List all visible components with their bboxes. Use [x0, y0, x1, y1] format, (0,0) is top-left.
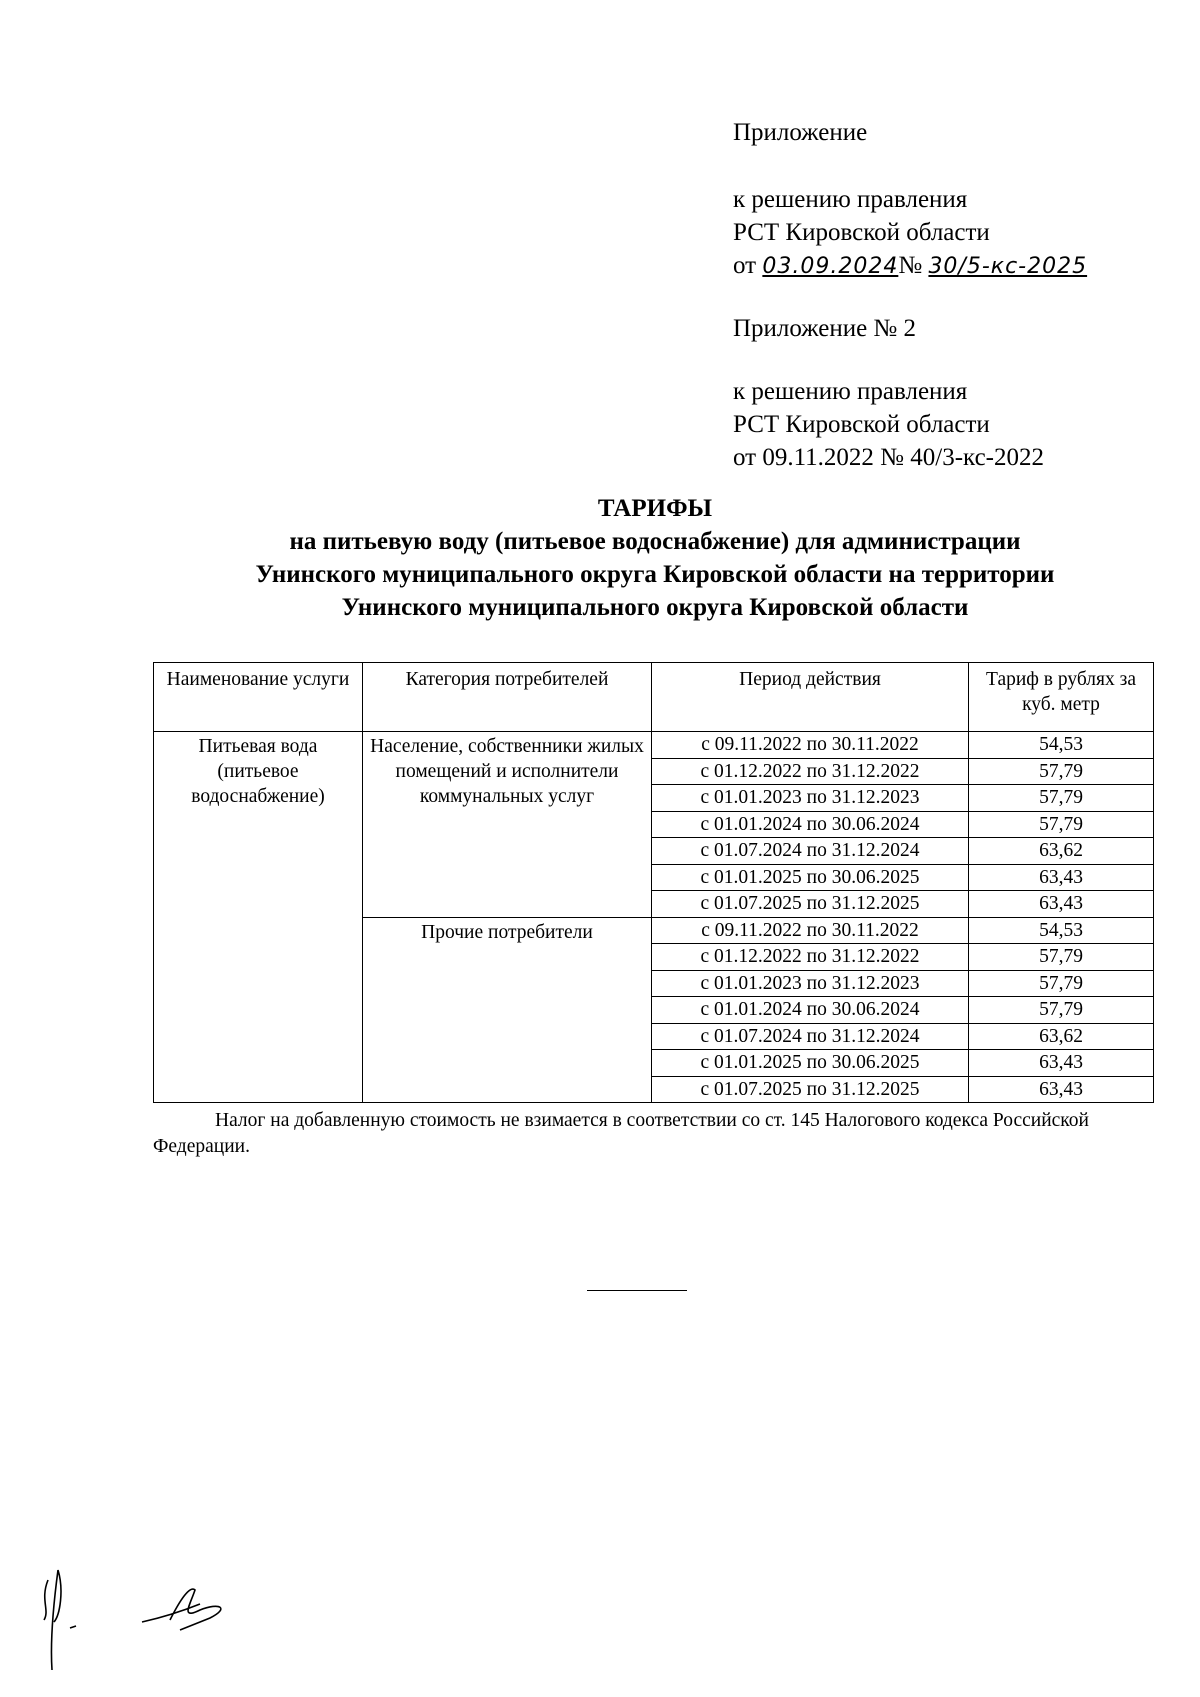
from-prefix: от — [733, 252, 757, 279]
tariff-cell: 54,53 — [969, 732, 1154, 759]
tariff-cell: 54,53 — [969, 917, 1154, 944]
document-title — [150, 492, 1160, 624]
tariff-cell: 57,79 — [969, 785, 1154, 812]
signature-mark — [30, 1560, 250, 1680]
period-cell: с 01.01.2023 по 31.12.2023 — [652, 785, 969, 812]
period-cell: с 01.12.2022 по 31.12.2022 — [652, 944, 969, 971]
col-header-period: Период действия — [652, 663, 969, 732]
service-cell: Питьевая вода (питьевое водоснабжение) — [154, 732, 363, 1103]
tariff-table — [153, 662, 1154, 1103]
col-header-category: Категория потребителей — [363, 663, 652, 732]
tariff-cell: 57,79 — [969, 970, 1154, 997]
tariff-cell: 63,62 — [969, 838, 1154, 865]
period-cell: с 01.01.2024 по 30.06.2024 — [652, 997, 969, 1024]
table-row — [154, 732, 1154, 759]
separator-line — [587, 1290, 687, 1291]
period-cell: с 01.07.2025 по 31.12.2025 — [652, 1076, 969, 1103]
appendix-2-label: Приложение № 2 — [733, 315, 917, 342]
period-cell: с 01.01.2024 по 30.06.2024 — [652, 811, 969, 838]
title-main: ТАРИФЫ — [597, 495, 713, 522]
period-cell: с 01.07.2024 по 31.12.2024 — [652, 838, 969, 865]
decision-ref — [733, 249, 1087, 284]
number-sign: № — [898, 252, 923, 279]
category-cell: Прочие потребители — [363, 917, 652, 1103]
period-cell: с 01.01.2023 по 31.12.2023 — [652, 970, 969, 997]
period-cell: с 09.11.2022 по 30.11.2022 — [652, 732, 969, 759]
category-cell: Население, собственники жилых помещений и исполнители коммунальных услуг — [363, 732, 652, 918]
col-header-tariff: Тариф в рублях за куб. метр — [969, 663, 1154, 732]
appendix-label: Приложение — [733, 119, 868, 146]
tariff-cell: 63,62 — [969, 1023, 1154, 1050]
title-line-3: Унинского муниципального округа Кировской области — [341, 594, 969, 621]
period-cell: с 01.07.2024 по 31.12.2024 — [652, 1023, 969, 1050]
tariff-cell: 63,43 — [969, 1076, 1154, 1103]
period-cell: с 01.01.2025 по 30.06.2025 — [652, 1050, 969, 1077]
handwritten-date: 03.09.2024 — [762, 254, 899, 279]
title-line-2: Унинского муниципального округа Кировской области на территории — [255, 561, 1055, 588]
decision-line: к решению правления — [733, 186, 968, 213]
decision-ref-2: от 09.11.2022 № 40/3-кс-2022 — [733, 444, 1044, 471]
col-header-service: Наименование услуги — [154, 663, 363, 732]
tariff-cell: 63,43 — [969, 864, 1154, 891]
period-cell: с 09.11.2022 по 30.11.2022 — [652, 917, 969, 944]
period-cell: с 01.12.2022 по 31.12.2022 — [652, 758, 969, 785]
vat-note: Налог на добавленную стоимость не взимается в соответствии со ст. 145 Налогового кодекса Российской Федерации. — [153, 1110, 1089, 1157]
period-cell: с 01.07.2025 по 31.12.2025 — [652, 891, 969, 918]
tariff-cell: 57,79 — [969, 997, 1154, 1024]
tariff-cell: 57,79 — [969, 758, 1154, 785]
org-line-2: РСТ Кировской области — [733, 411, 990, 438]
tariff-cell: 63,43 — [969, 1050, 1154, 1077]
org-line: РСТ Кировской области — [733, 219, 990, 246]
tariff-cell: 57,79 — [969, 811, 1154, 838]
period-cell: с 01.01.2025 по 30.06.2025 — [652, 864, 969, 891]
handwritten-number: 30/5-кс-2025 — [928, 254, 1088, 279]
decision-line-2: к решению правления — [733, 378, 968, 405]
title-line-1: на питьевую воду (питьевое водоснабжение) для администрации — [289, 528, 1021, 555]
tariff-cell: 57,79 — [969, 944, 1154, 971]
tariff-cell: 63,43 — [969, 891, 1154, 918]
